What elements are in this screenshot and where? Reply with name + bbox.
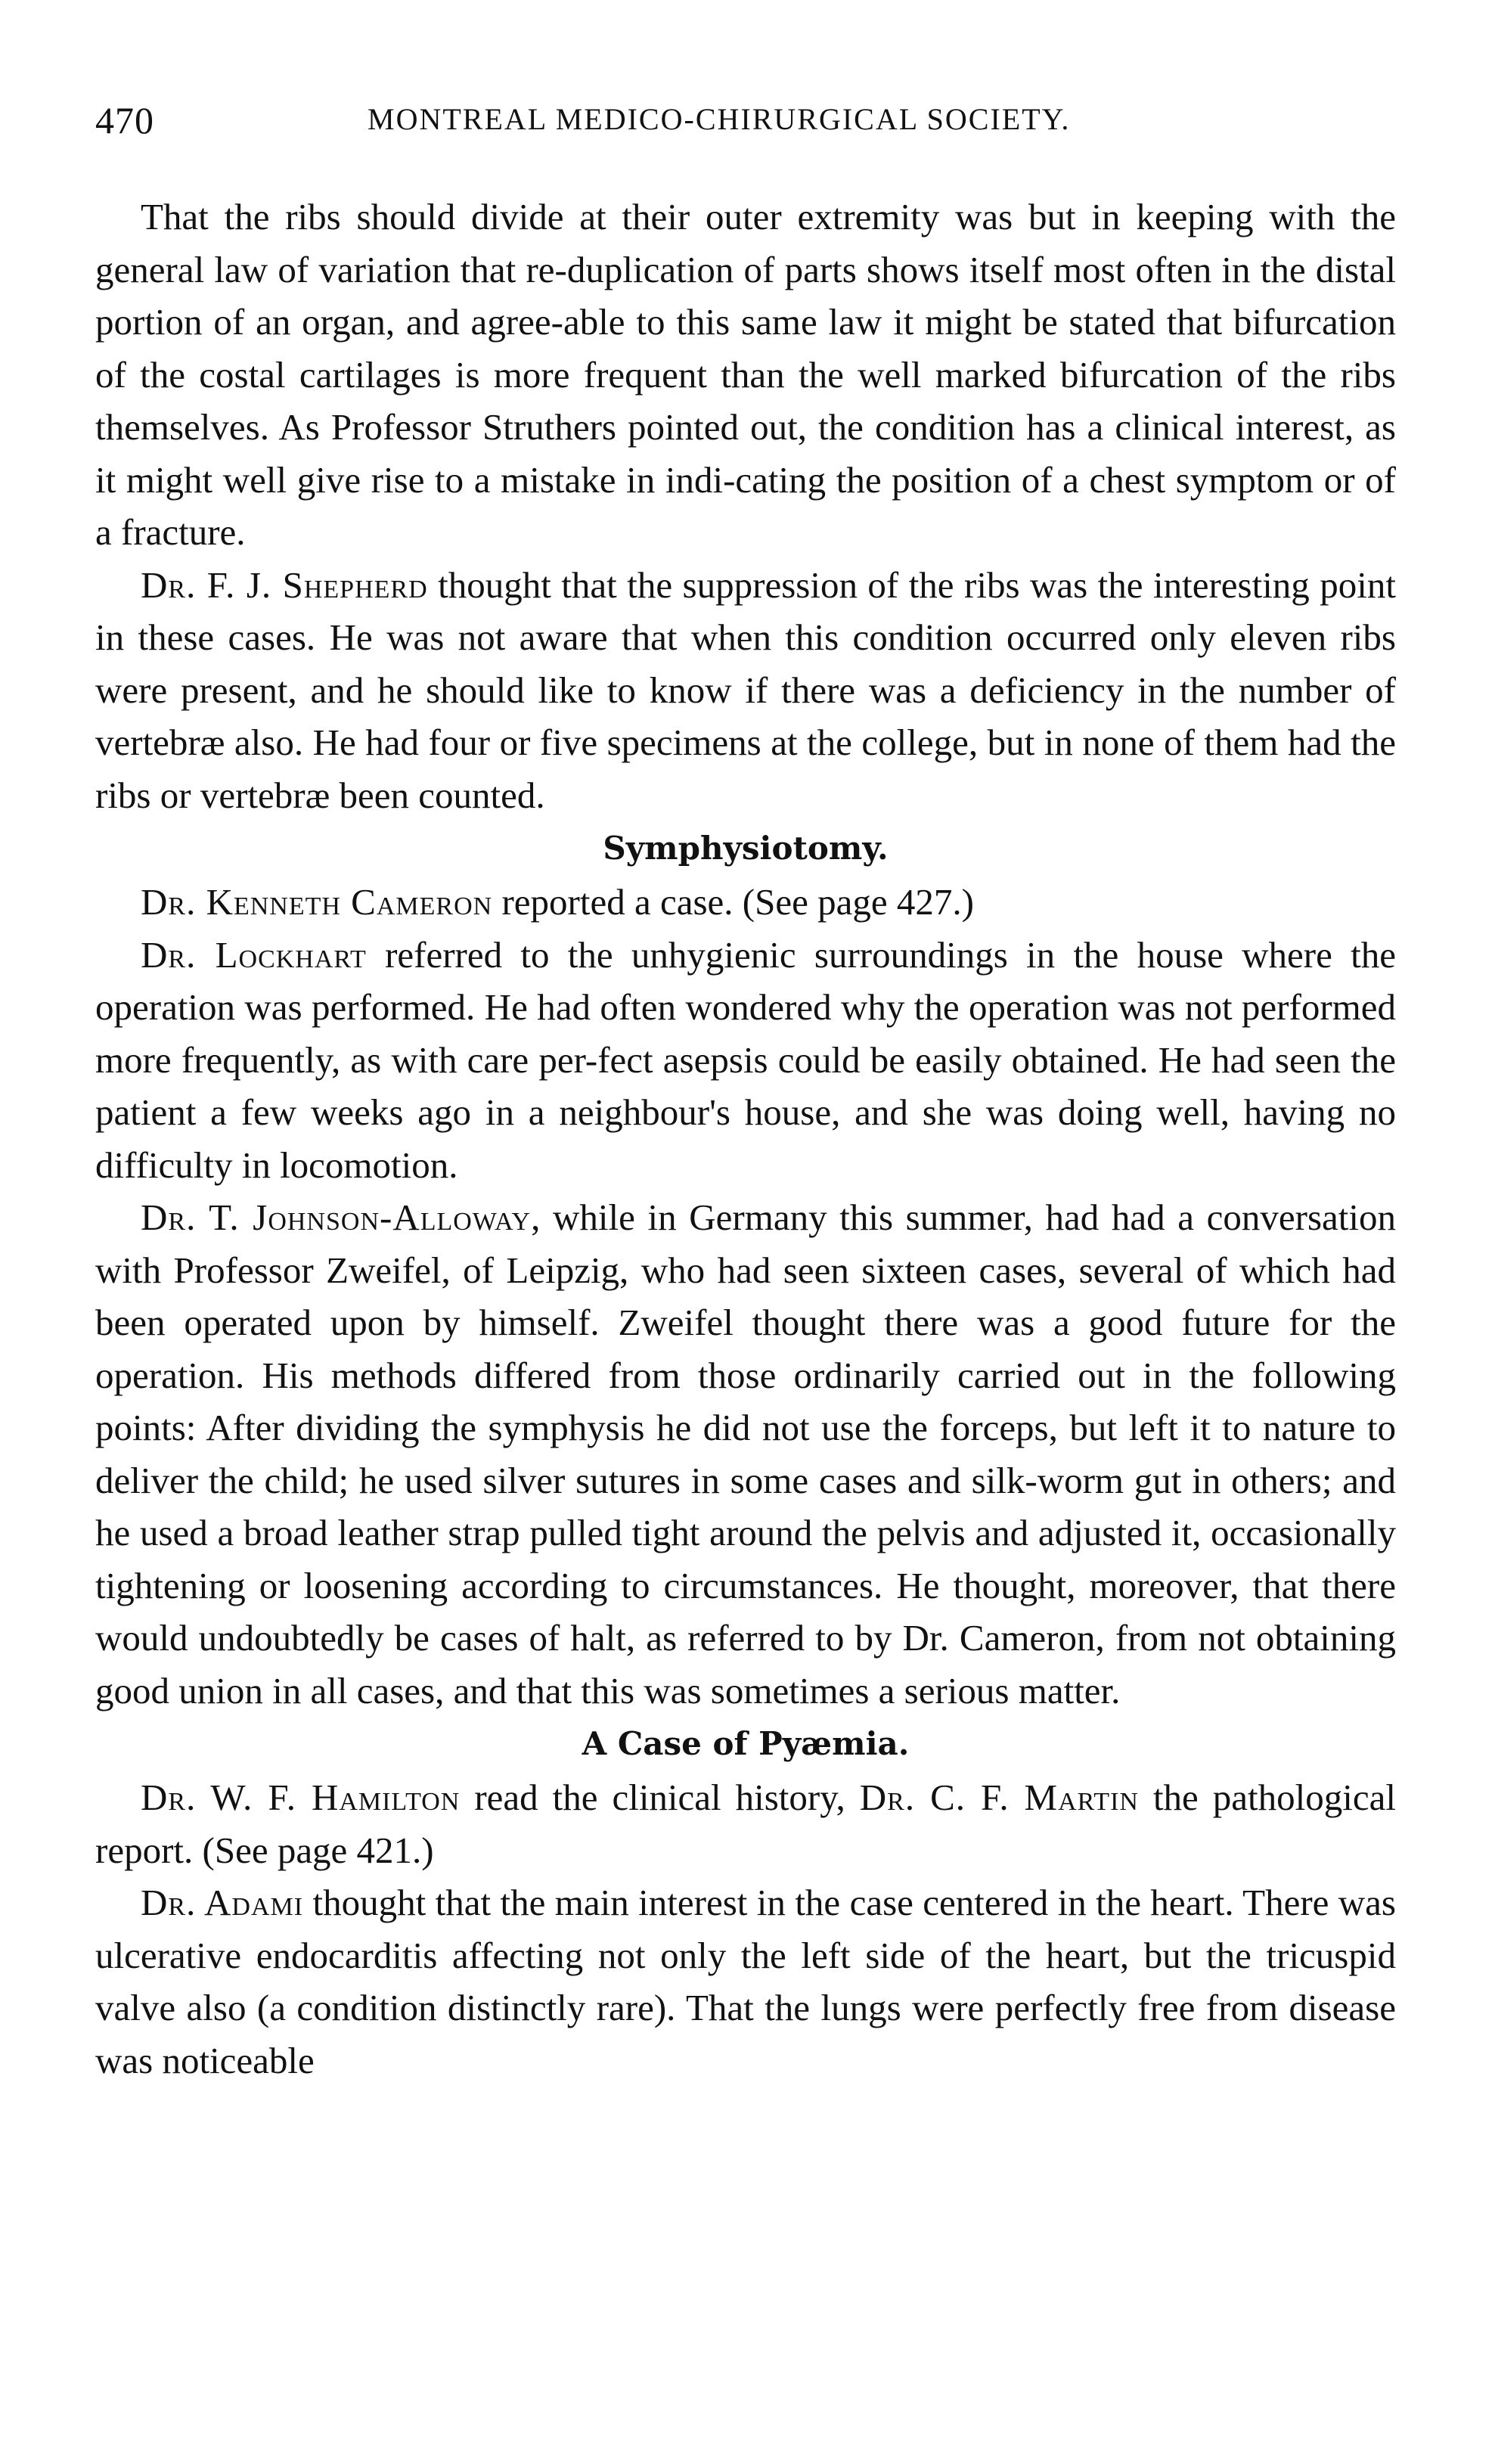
paragraph-hamilton-martin (95, 1771, 1396, 1876)
paragraph-text: That the ribs should divide at their outer extremity was but in keeping with the general law of variation that re-duplication of parts shows itself most often in the distal portion of an organ, and agree-able to this same law it might be stated that bifurcation of the costal cartilages is more frequent than the well marked bifurcation of the ribs themselves. As Professor Struthers pointed out, the condition has a clinical interest, as it might well give rise to a mistake in indi-cating the position of a chest symptom or of a fracture. (95, 196, 1396, 553)
paragraph-cameron (95, 876, 1396, 929)
paragraph-shepherd (95, 559, 1396, 822)
section-heading-symphysiotomy: Symphysiotomy. (603, 830, 889, 867)
paragraph-text: referred to the unhygienic surroundings in the house where the operation was performed. He had often wondered why the operation was not performed more frequently, as with care per-fect asepsis could be easily obtained. He had seen the patient a few weeks ago in a neighbour's house, and she was doing well, having no difficulty in locomotion. (95, 933, 1396, 1186)
page (95, 91, 1396, 2087)
page-number: 470 (95, 99, 154, 141)
speaker-name: Dr. Kenneth Cameron (141, 881, 493, 923)
paragraph-text: reported a case. (See page 427.) (492, 881, 974, 923)
paragraph-text: the pathological report. (See page 421.) (95, 1777, 1396, 1871)
paragraph-text: , while in Germany this summer, had had a conversation with Professor Zweifel, of Leipzig, who had seen sixteen cases, several of which had been operated upon by himself. Zweifel thought there was a good future for the operation. His methods differed from those ordinarily carried out in the following points: After dividing the symphysis he did not use the forceps, but left it to nature to deliver the child; he used silver sutures in some cases and silk-worm gut in others; and he used a broad leather strap pulled tight around the pelvis and adjusted it, occasionally tightening or loosening according to circumstances. He thought, moreover, that there would undoubtedly be cases of halt, as referred to by Dr. Cameron, from not obtaining good union in all cases, and that this was sometimes a serious matter. (95, 1196, 1397, 1711)
paragraph-johnson-alloway (95, 1191, 1396, 1717)
paragraph-lockhart (95, 929, 1396, 1192)
speaker-name: Dr. Adami (141, 1882, 304, 1923)
running-head (95, 91, 1396, 151)
paragraph-adami (95, 1876, 1396, 2087)
paragraph-ribs-bifurcation (95, 191, 1396, 559)
speaker-name: Dr. T. Johnson-Alloway (141, 1196, 532, 1238)
body-text (95, 191, 1396, 2087)
paragraph-text: thought that the main interest in the case centered in the heart. There was ulcerative endocarditis affecting not only the left side of the heart, but the tricuspid valve also (a condition distinctly rare). That the lungs were perfectly free from disease was noticeable (95, 1882, 1396, 2081)
section-heading-pyaemia: A Case of Pyæmia. (582, 1725, 910, 1762)
paragraph-text: thought that the suppression of the ribs was the interesting point in these cases. He was not aware that when this condition occurred only eleven ribs were present, and he should like to know if there was a deficiency in the number of vertebræ also. He had four or five specimens at the college, but in none of them had the ribs or vertebræ been counted. (95, 563, 1396, 816)
speaker-name: Dr. F. J. Shepherd (141, 563, 428, 606)
speaker-name-secondary: Dr. C. F. Martin (859, 1777, 1139, 1818)
journal-title: MONTREAL MEDICO-CHIRURGICAL SOCIETY. (368, 102, 1071, 136)
speaker-name: Dr. Lockhart (141, 933, 367, 976)
speaker-name: Dr. W. F. Hamilton (141, 1777, 461, 1818)
paragraph-text: read the clinical history, (460, 1777, 860, 1818)
